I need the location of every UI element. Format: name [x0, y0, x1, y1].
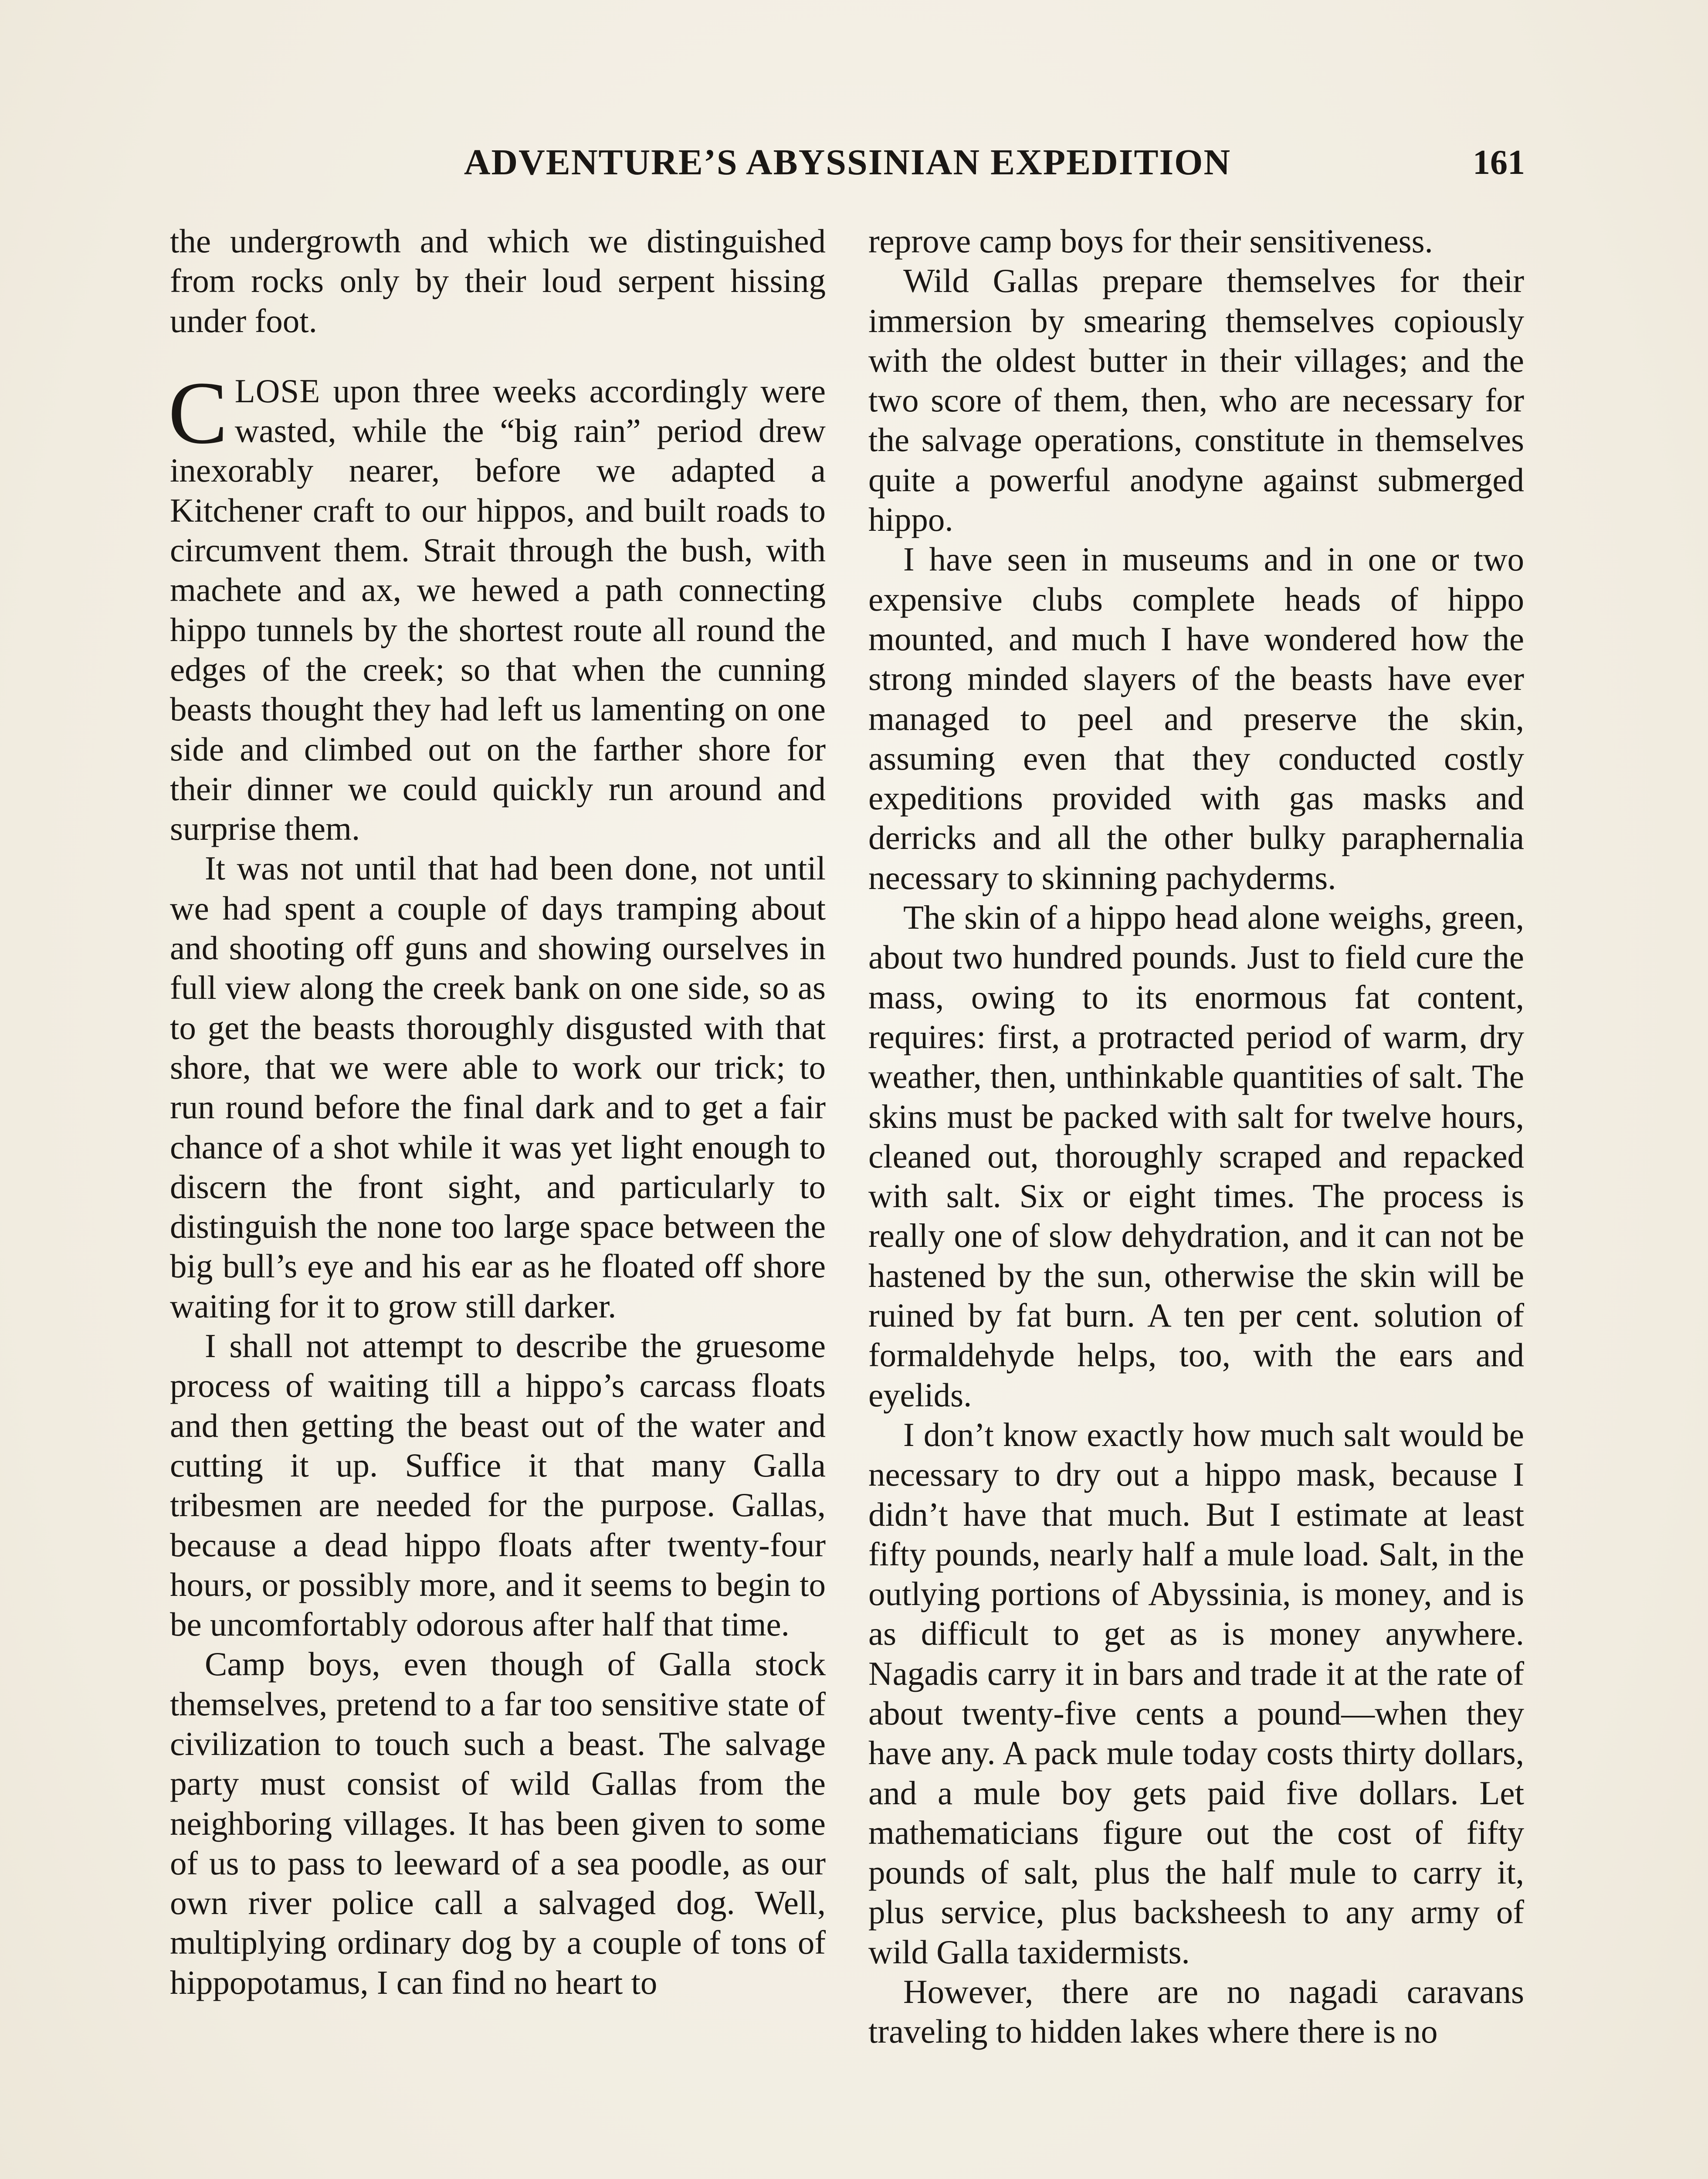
paragraph: the undergrowth and which we distinguished from rocks only by their loud serpent hissing under foot. — [170, 222, 826, 339]
text-column-left — [170, 221, 826, 2003]
paragraph: The skin of a hippo head alone weighs, green, about two hundred pounds. Just to field cure the mass, owing to its enormous fat content, requires: first, a protracted period of warm, dry weather, then, unthinkable quantities of salt. The skins must be packed with salt for twelve hours, cleaned out, thoroughly scraped and repacked with salt. Six or eight times. The process is really one of slow dehydration, and it can not be hastened by the sun, otherwise the skin will be ruined by fat burn. A ten per cent. solution of formaldehyde helps, too, with the ears and eyelids. — [868, 899, 1524, 1414]
paragraph: Camp boys, even though of Galla stock themselves, pretend to a far too sensitive state of civilization to touch such a beast. The salvage party must consist of wild Gallas from the neighboring villages. It has been given to some of us to pass to leeward of a sea poodle, as our own river police call a salvaged dog. Well, multiplying ordinary dog by a couple of tons of hippopotamus, I can find no heart to — [170, 1645, 826, 2001]
paragraph-with-dropcap — [168, 363, 826, 849]
paragraph: It was not until that had been done, not until we had spent a couple of days tramping about and shooting off guns and showing ourselves in full view along the creek bank on one side, so as to get the beasts thoroughly disgusted with that shore, that we were able to work our trick; to run round before the final dark and to get a fair chance of a shot while it was yet light enough to discern the front sight, and particularly to distinguish the none too large space between the big bull’s eye and his ear as he floated off shore waiting for it to grow still darker. — [170, 849, 826, 1325]
drop-cap: C — [168, 363, 228, 462]
running-head-title: ADVENTURE’S ABYSSINIAN EXPEDITION — [464, 142, 1231, 183]
paragraph-text: upon three weeks accordingly were wasted, while the “big rain” period drew inexorably nearer, before we adapted a Kitchener craft to our hippos, and built roads to circumvent them. Strait through the bush, with machete and ax, we hewed a path connecting hippo tunnels by the shortest route all round the edges of the creek; so that when the cunning beasts thought they had left us lamenting on one side and climbed out on the farther shore for their dinner we could quickly run around and surprise them. — [170, 372, 826, 848]
paragraph: reprove camp boys for their sensitiveness. — [868, 222, 1433, 260]
text-column-right — [868, 221, 1524, 2052]
paragraph: Wild Gallas prepare themselves for their immersion by smearing themselves copiously with the oldest butter in their villages; and the two score of them, then, who are necessary for the salvage operations, constitute in themselves quite a powerful anodyne against submerged hippo. — [868, 262, 1524, 539]
paragraph: I shall not attempt to describe the gruesome process of waiting till a hippo’s carcass floats and then getting the beast out of the water and cutting it up. Suffice it that many Galla tribesmen are needed for the purpose. Gallas, because a dead hippo floats after twenty-four hours, or possibly more, and it seems to begin to be uncomfortably odorous after half that time. — [170, 1327, 826, 1643]
paragraph: I don’t know exactly how much salt would be necessary to dry out a hippo mask, because I didn’t have that much. But I estimate at least fifty pounds, nearly half a mule load. Salt, in the outlying portions of Abyssinia, is money, and is as difficult to get as is money anywhere. Nagadis carry it in bars and trade it at the rate of about twenty-five cents a pound—when they have any. A pack mule today costs thirty dollars, and a mule boy gets paid five dollars. Let mathematicians figure out the cost of fifty pounds of salt, plus the half mule to carry it, plus service, plus backsheesh to any army of wild Galla taxidermists. — [868, 1415, 1524, 1971]
small-caps-lead: LOSE — [234, 372, 321, 410]
paragraph: I have seen in museums and in one or two expensive clubs complete heads of hippo mounted, and much I have wondered how the strong minded slayers of the beasts have ever managed to peel and preserve the skin, assuming even that they conducted costly expeditions provided with gas masks and derricks and all the other bulky paraphernalia necessary to skinning pachyderms. — [868, 540, 1524, 896]
page-number: 161 — [1473, 143, 1525, 182]
paragraph: However, there are no nagadi caravans traveling to hidden lakes where there is no — [868, 1973, 1524, 2050]
running-head — [170, 139, 1525, 187]
